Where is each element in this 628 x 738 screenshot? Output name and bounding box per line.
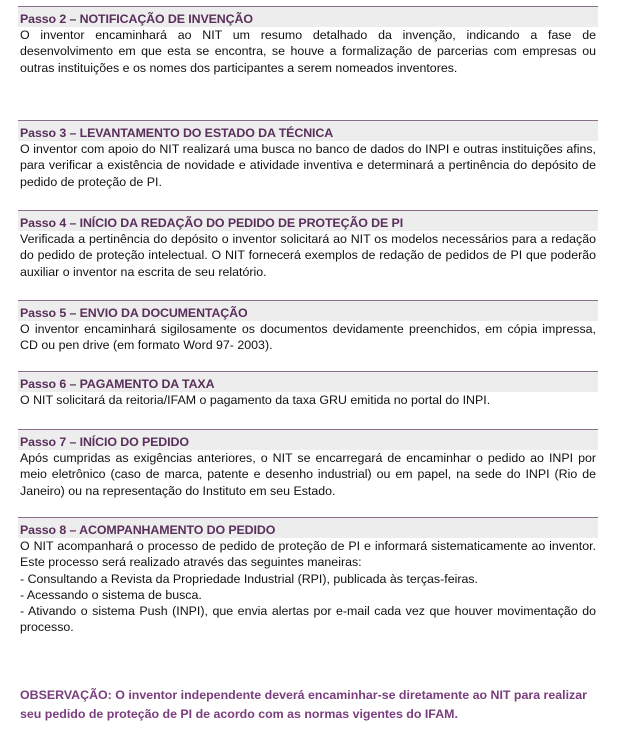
step-paragraph: Após cumpridas as exigências anteriores, o NIT se encarregará de encaminhar o pedido ao INPI por meio eletrônico (caso de marca, patente e desenho industrial) ou em papel, na sede do INPI (Rio de Janeiro) ou na representação do Instituto em seu Estado.	[20, 451, 596, 498]
step-body	[18, 450, 598, 499]
step-7	[18, 429, 598, 499]
step-body	[18, 392, 598, 408]
step-heading: Passo 4 – INÍCIO DA REDAÇÃO DO PEDIDO DE PROTEÇÃO DE PI	[18, 210, 598, 231]
step-body	[18, 141, 598, 190]
step-heading: Passo 5 – ENVIO DA DOCUMENTAÇÃO	[18, 300, 598, 321]
step-list-item: - Ativando o sistema Push (INPI), que envia alertas por e-mail cada vez que houver movimentação do processo.	[20, 604, 596, 635]
step-8	[18, 517, 598, 636]
step-heading: Passo 7 – INÍCIO DO PEDIDO	[18, 429, 598, 450]
step-paragraph: O inventor encaminhará ao NIT um resumo detalhado da invenção, indicando a fase de desenvolvimento em que esta se encontra, se houve a formalização de parcerias com empresas ou outras instituições e os nomes dos participantes a serem nomeados inventores.	[20, 28, 596, 75]
step-body	[18, 538, 598, 636]
step-3	[18, 120, 598, 190]
step-heading: Passo 3 – LEVANTAMENTO DO ESTADO DA TÉCNICA	[18, 120, 598, 141]
step-paragraph: Verificada a pertinência do depósito o inventor solicitará ao NIT os modelos necessários para a redação do pedido de proteção intelectual. O NIT fornecerá exemplos de redação de pedidos de PI que poderão auxiliar o inventor na escrita de seu relatório.	[20, 232, 596, 279]
step-list-item: - Consultando a Revista da Propriedade Industrial (RPI), publicada às terças-feiras.	[20, 571, 478, 586]
step-paragraph: O inventor com apoio do NIT realizará uma busca no banco de dados do INPI e outras instituições afins, para verificar a existência de novidade e atividade inventiva e determinará a pertinência do depósito de pedido de proteção de PI.	[20, 142, 596, 189]
step-body	[18, 27, 598, 76]
step-5	[18, 300, 598, 354]
step-paragraph: O NIT acompanhará o processo de pedido de proteção de PI e informará sistematicamente ao inventor. Este processo será realizado através das seguintes maneiras:	[20, 539, 596, 570]
step-list-item: - Acessando o sistema de busca.	[20, 587, 202, 602]
step-paragraph: O NIT solicitará da reitoria/IFAM o pagamento da taxa GRU emitida no portal do INPI.	[20, 393, 491, 407]
step-heading: Passo 2 – NOTIFICAÇÃO DE INVENÇÃO	[18, 6, 598, 27]
step-6	[18, 371, 598, 408]
step-heading: Passo 6 – PAGAMENTO DA TAXA	[18, 371, 598, 392]
step-body	[18, 321, 598, 354]
step-2	[18, 6, 598, 76]
observation-note: OBSERVAÇÃO: O inventor independente deverá encaminhar-se diretamente ao NIT para realizar seu pedido de proteção de PI de acordo com as normas vigentes do IFAM.	[20, 688, 587, 721]
step-4	[18, 210, 598, 280]
step-body	[18, 231, 598, 280]
step-paragraph: O inventor encaminhará sigilosamente os documentos devidamente preenchidos, em cópia impressa, CD ou pen drive (em formato Word 97- 2003).	[20, 322, 596, 353]
step-heading: Passo 8 – ACOMPANHAMENTO DO PEDIDO	[18, 517, 598, 538]
